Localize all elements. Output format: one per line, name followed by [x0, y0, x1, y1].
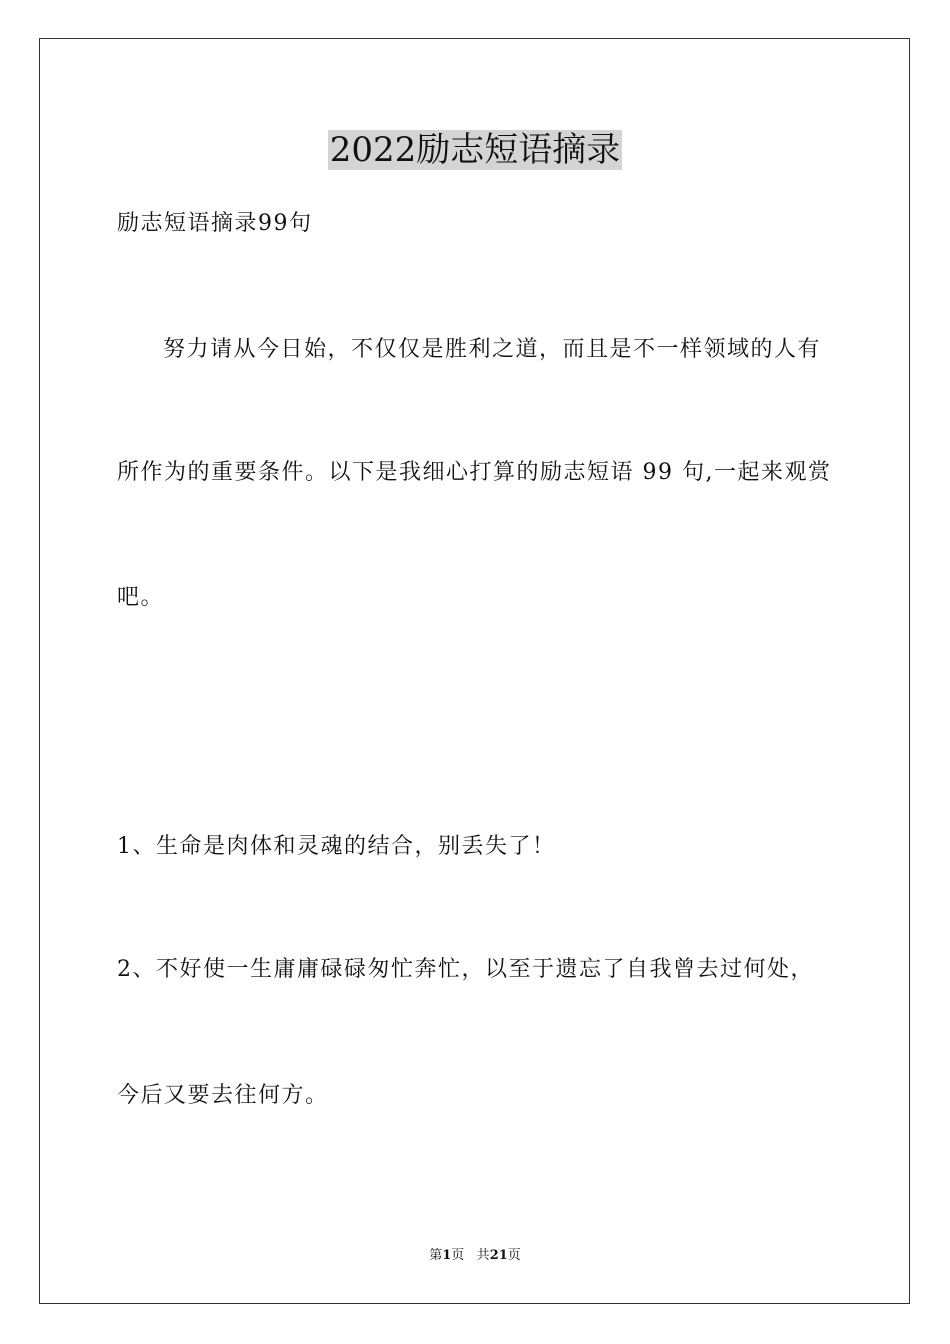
list-item-1-line-1: 1、生命是肉体和灵魂的结合，别丢失了！ — [117, 834, 556, 859]
document-subtitle: 励志短语摘录99句 — [117, 211, 313, 236]
document-title — [0, 128, 950, 172]
intro-line-3: 吧。 — [117, 585, 165, 610]
footer-page-suffix: 页 — [451, 1248, 465, 1263]
footer-page-prefix: 第 — [429, 1248, 443, 1263]
footer-total-suffix: 页 — [507, 1248, 521, 1263]
page-footer — [0, 1247, 950, 1265]
intro-line-1: 努力请从今日始，不仅仅是胜利之道，而且是不一样领域的人有 — [163, 337, 822, 362]
intro-line-2: 所作为的重要条件。以下是我细心打算的励志短语 99 句,一起来观赏 — [117, 460, 832, 485]
footer-total-pages: 21 — [489, 1248, 508, 1263]
list-item-2-line-1: 2、不好使一生庸庸碌碌匆忙奔忙，以至于遗忘了自我曾去过何处， — [117, 957, 814, 982]
document-title-text: 2022励志短语摘录 — [329, 130, 621, 170]
footer-page-number: 1 — [442, 1248, 452, 1263]
footer-total-prefix: 共 — [476, 1248, 490, 1263]
list-item-2-line-2: 今后又要去往何方。 — [117, 1083, 329, 1108]
